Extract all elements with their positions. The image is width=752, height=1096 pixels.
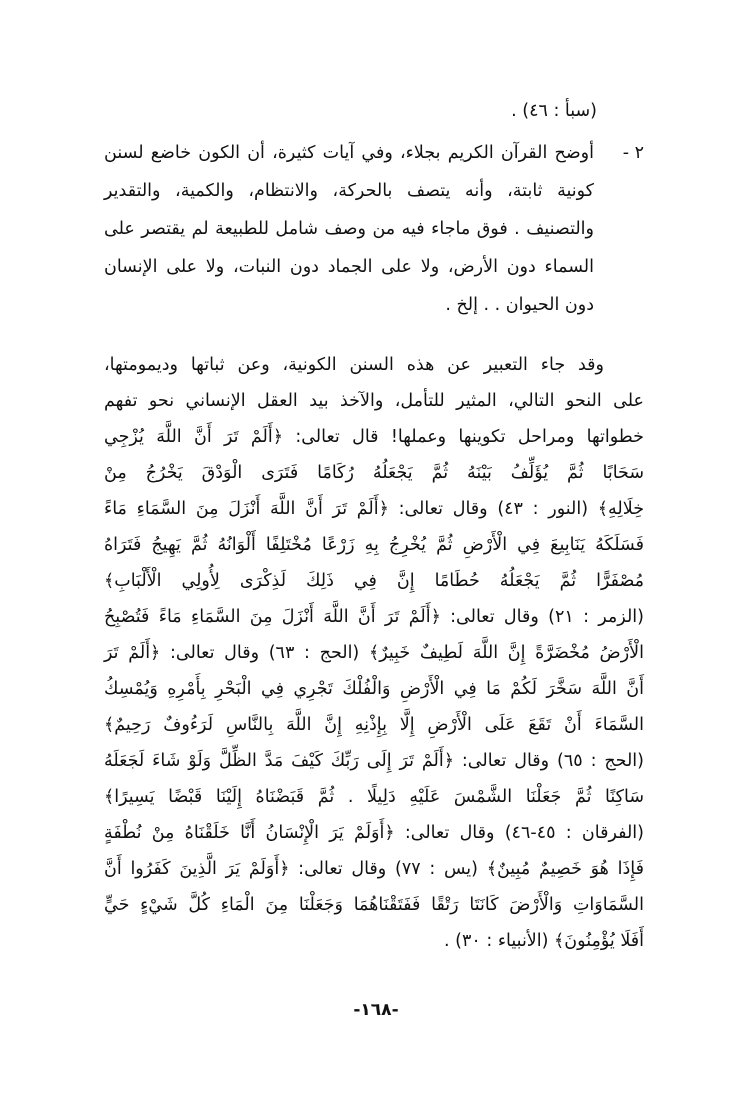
list-item-line: والتصنيف . فوق ماجاء فيه من وصف شامل للطبيعة لم يقتصر على	[104, 219, 594, 239]
paragraph-line: فَسَلَكَهُ يَنَابِيعَ فِي الْأَرْضِ ثُمَّ يُخْرِجُ بِهِ زَرْعًا مُخْتَلِفًا أَلْوَانُهُ ثُمَّ يَهِيجُ فَتَرَاهُ	[104, 535, 644, 555]
paragraph-line: فَإِذَا هُوَ خَصِيمٌ مُبِينٌ﴾ (يس : ٧٧) وقال تعالى: ﴿أَوَلَمْ يَرَ الَّذِينَ كَفَرُوا أَنَّ	[104, 859, 644, 879]
reference-citation: (سبأ : ٤٦) .	[511, 101, 597, 121]
paragraph-last-line: أَفَلَا يُؤْمِنُونَ﴾ (الأنبياء : ٣٠) .	[444, 931, 644, 951]
page-number: -١٦٨-	[353, 1000, 399, 1020]
paragraph-line: (الفرقان : ٤٥-٤٦) وقال تعالى: ﴿أَوَلَمْ يَرَ الْإِنْسَانُ أَنَّا خَلَقْنَاهُ مِنْ نُطْفَةٍ	[104, 823, 644, 843]
paragraph-line: سَاكِنًا ثُمَّ جَعَلْنَا الشَّمْسَ عَلَيْهِ دَلِيلًا . ثُمَّ قَبَضْنَاهُ إِلَيْنَا قَبْضًا يَسِيرًا﴾	[104, 787, 644, 807]
paragraph-line: سَحَابًا ثُمَّ يُؤَلِّفُ بَيْنَهُ ثُمَّ يَجْعَلُهُ رُكَامًا فَتَرَى الْوَدْقَ يَخْرُجُ مِنْ	[104, 463, 644, 483]
paragraph-line: (الزمر : ٢١) وقال تعالى: ﴿أَلَمْ تَرَ أَنَّ اللَّهَ أَنْزَلَ مِنَ السَّمَاءِ مَاءً فَتُصْبِحُ	[104, 607, 644, 627]
paragraph-line: السَّمَاءَ أَنْ تَقَعَ عَلَى الْأَرْضِ إِلَّا بِإِذْنِهِ إِنَّ اللَّهَ بِالنَّاسِ لَرَءُوفٌ رَحِيمٌ﴾	[104, 715, 644, 735]
paragraph-line: الْأَرْضُ مُخْضَرَّةً إِنَّ اللَّهَ لَطِيفٌ خَبِيرٌ﴾ (الحج : ٦٣) وقال تعالى: ﴿أَلَمْ تَرَ	[104, 643, 644, 663]
list-item-line: كونية ثابتة، وأنه يتصف بالحركة، والانتظام، والكمية، والتقدير	[104, 181, 594, 201]
list-item-number: ٢ -	[622, 143, 644, 163]
list-item-line: دون الحيوان . . إلخ .	[445, 295, 594, 315]
paragraph-line: أَنَّ اللَّهَ سَخَّرَ لَكُمْ مَا فِي الْأَرْضِ وَالْفُلْكَ تَجْرِي فِي الْبَحْرِ بِأَمْرِهِ وَيُمْسِكُ	[104, 679, 644, 699]
paragraph-line: السَّمَاوَاتِ وَالْأَرْضَ كَانَتَا رَتْقًا فَفَتَقْنَاهُمَا وَجَعَلْنَا مِنَ الْمَاءِ كُلَّ شَيْءٍ حَيٍّ	[104, 895, 644, 915]
list-item-line: السماء دون الأرض، ولا على الجماد دون النبات، ولا على الإنسان	[104, 257, 594, 277]
paragraph-first-line: وقد جاء التعبير عن هذه السنن الكونية، وعن ثباتها وديمومتها،	[104, 355, 604, 375]
paragraph-line: مُصْفَرًّا ثُمَّ يَجْعَلُهُ حُطَامًا إِنَّ فِي ذَلِكَ لَذِكْرَى لِأُولِي الْأَلْبَابِ﴾	[104, 571, 644, 591]
paragraph-line: على النحو التالي، المثير للتأمل، والآخذ بيد العقل الإنساني نحو تفهم	[104, 391, 644, 411]
list-item-line: أوضح القرآن الكريم بجلاء، وفي آيات كثيرة، أن الكون خاضع لسنن	[104, 143, 594, 163]
paragraph-line: خِلَالِهِ﴾ (النور : ٤٣) وقال تعالى: ﴿أَلَمْ تَرَ أَنَّ اللَّهَ أَنْزَلَ مِنَ السَّمَاءِ مَاءً	[104, 499, 645, 519]
paragraph-line: خطواتها ومراحل تكوينها وعملها! قال تعالى: ﴿أَلَمْ تَرَ أَنَّ اللَّهَ يُزْجِي	[104, 427, 644, 447]
paragraph-line: (الحج : ٦٥) وقال تعالى: ﴿أَلَمْ تَرَ إِلَى رَبِّكَ كَيْفَ مَدَّ الظِّلَّ وَلَوْ شَاءَ لَجَعَلَهُ	[104, 751, 644, 771]
